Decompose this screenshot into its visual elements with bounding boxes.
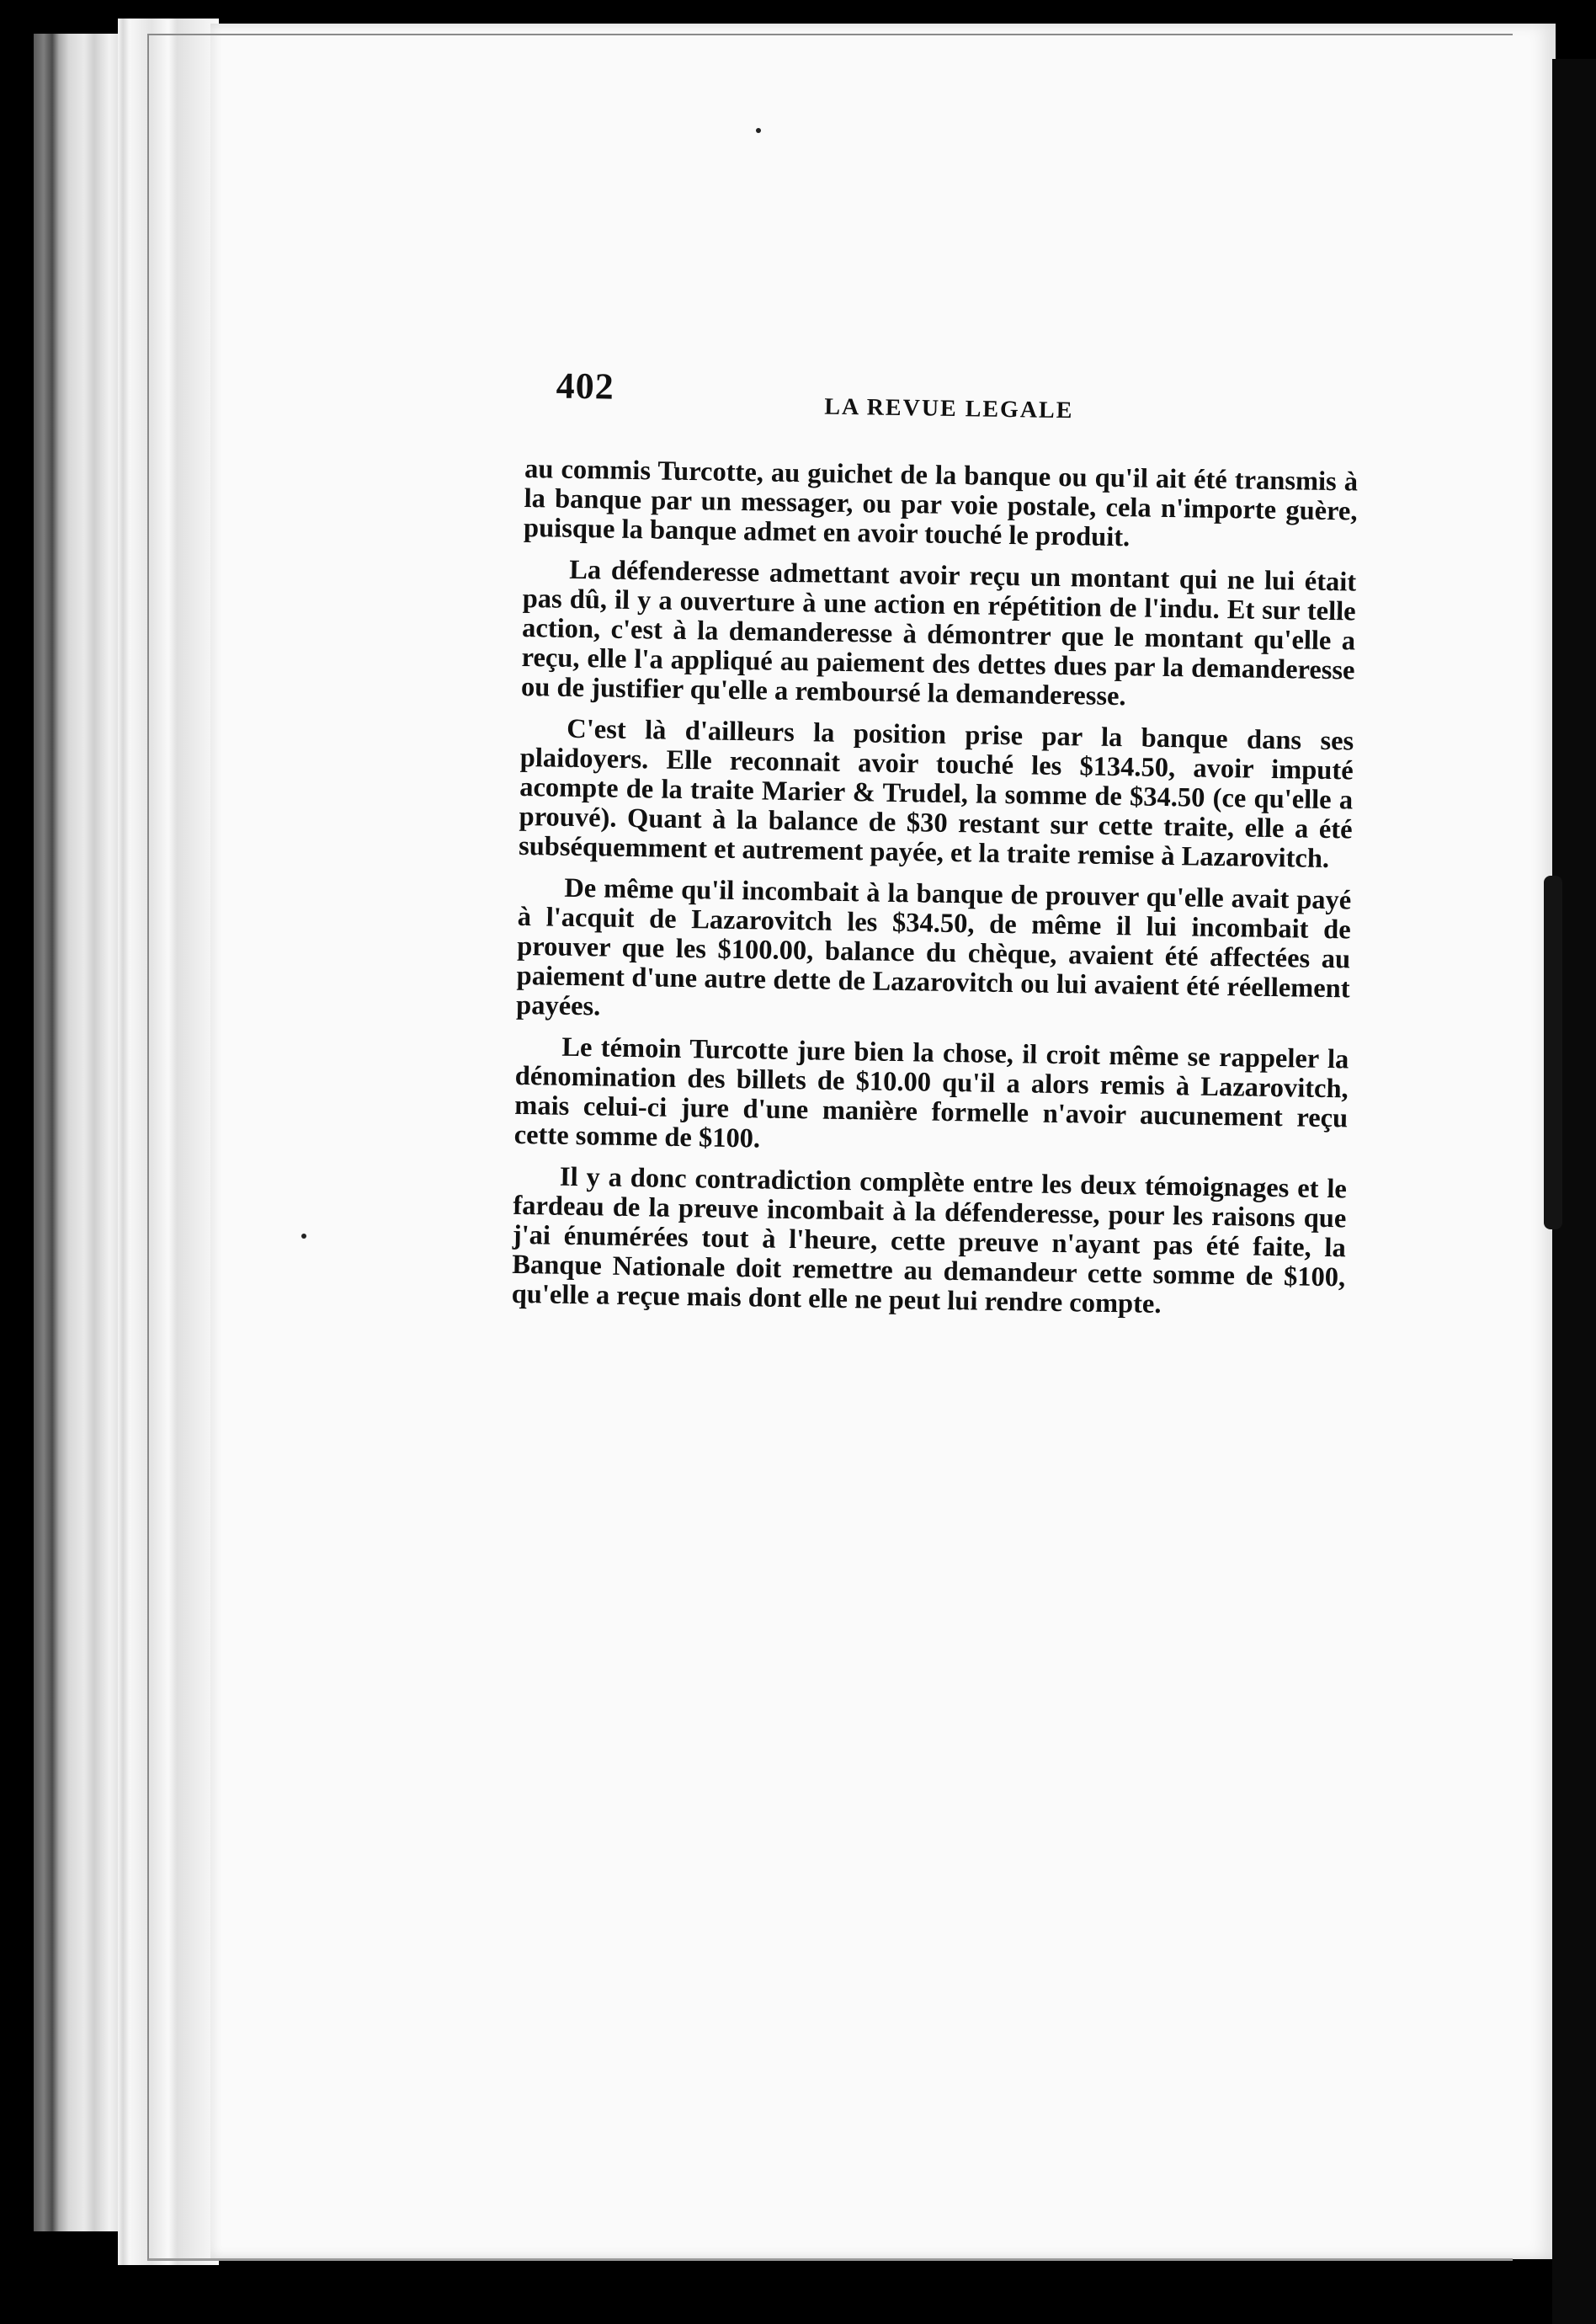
paragraph: Il y a donc contradiction complète entre les deux témoignages et le fardeau de la preuve incombait à la défenderesse, pour les raisons que j'ai énumérées tout à l'heure, cette preuve n'ayant pas été faite, la Banque Nationale doit remettre au demandeur cette somme de $100, qu'elle a reçue mais dont elle ne peut lui rendre compte. xyxy=(511,1161,1348,1319)
paragraph: Le témoin Turcotte jure bien la chose, il croit même se rappeler la dénomination des billets de $10.00 qu'il a alors remis à Lazarovitch, mais celui-ci jure d'une manière formelle n'avoir aucunement reçu cette somme de $100. xyxy=(513,1031,1349,1154)
paragraph: au commis Turcotte, au guichet de la banque ou qu'il ait été transmis à la banque par un messager, ou par voie postale, cela n'importe guère, puisque la banque admet en avoir touché le produit. xyxy=(523,453,1359,553)
page-tear-right xyxy=(1544,876,1562,1229)
dust-speck xyxy=(301,1234,306,1239)
page-text-block xyxy=(511,365,1359,1334)
page-number: 402 xyxy=(556,365,615,408)
running-head: LA REVUE LEGALE xyxy=(824,393,1074,424)
page-edge-shading xyxy=(118,19,219,2265)
paragraph: C'est là d'ailleurs la position prise par la banque dans ses plaidoyers. Elle reconnait avoir touché les $134.50, avoir imputé acompte de la traite Marier & Trudel, la somme de $34.50 (ce qu'elle a prouvé). Quant à la balance de $30 restant sur cette traite, elle a été subséquemment et autrement payée, et la traite remise à Lazarovitch. xyxy=(518,713,1354,875)
dust-speck xyxy=(756,128,761,133)
paragraph: De même qu'il incombait à la banque de prouver qu'elle avait payé à l'acquit de Lazarovitch les $34.50, de même il lui incombait de prouver que les $100.00, balance du chèque, avaient été affectées au paiement d'une autre dette de Lazarovitch ou lui avaient été réellement payées. xyxy=(515,872,1352,1022)
paragraph: La défenderesse admettant avoir reçu un montant qui ne lui était pas dû, il y a ouverture à une action en répétition de l'indu. Et sur telle action, c'est à la demanderesse à démontrer que le montant qu'elle a reçu, elle l'a appliqué au paiement des dettes dues par la demanderesse ou de justifier qu'elle a remboursé la demanderesse. xyxy=(520,554,1357,712)
